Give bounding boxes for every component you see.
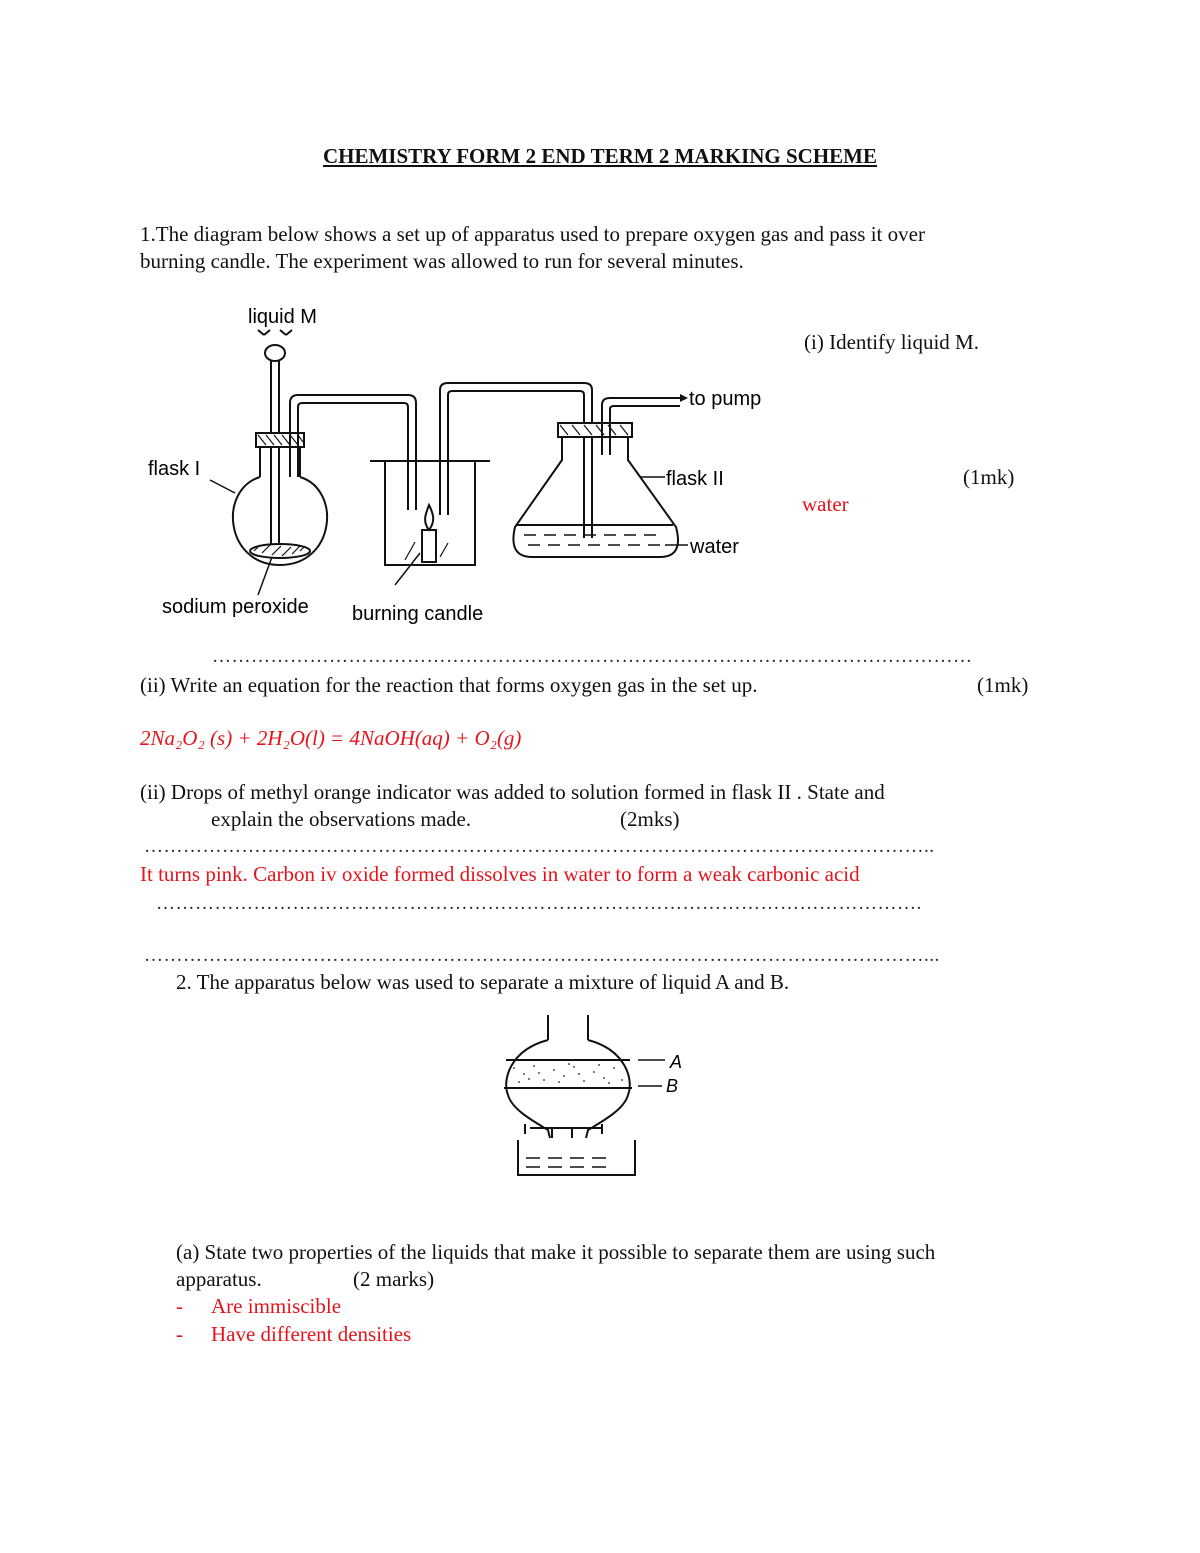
q1-part-i-marks: (1mk) [963,465,1015,489]
answer-line: ………………………………………………………………………………………………………….. [144,836,935,857]
answer-bullet: - [176,1294,183,1318]
page-title: CHEMISTRY FORM 2 END TERM 2 MARKING SCHEME [322,144,878,168]
oxygen-apparatus-diagram [140,295,800,640]
q1-part-iii-answer: It turns pink. Carbon iv oxide formed dissolves in water to form a weak carbonic acid [140,862,860,886]
label-b: B [666,1076,679,1096]
q2-part-a-question-line1: (a) State two properties of the liquids that make it possible to separate them are using such [176,1240,936,1264]
q1-part-i-question: (i) Identify liquid M. [804,330,979,354]
q1-part-ii-answer: 2Na₂O₂ (s) + 2H₂O(l) = 4NaOH(aq) + O₂(g) [140,726,522,750]
q2-intro: 2. The apparatus below was used to separate a mixture of liquid A and B. [176,970,790,994]
answer-line: ………………………………………………………………………………………………………. [156,893,922,914]
q1-part-i-answer: water [802,492,849,516]
q1-part-iii-question-line2: explain the observations made. [211,807,472,831]
label-liquid-m: liquid M [248,306,317,328]
q2-answer-2: Have different densities [211,1322,412,1346]
answer-bullet: - [176,1322,183,1346]
q2-answer-1: Are immiscible [211,1294,342,1318]
label-to-pump: to pump [689,388,762,410]
label-water: water [690,536,739,558]
q2-part-a-marks: (2 marks) [353,1267,435,1291]
label-sodium-peroxide: sodium peroxide [162,596,309,618]
q1-part-ii-question: (ii) Write an equation for the reaction that forms oxygen gas in the set up. [140,673,758,697]
q1-intro-line1: 1.The diagram below shows a set up of apparatus used to prepare oxygen gas and pass it over [140,222,925,246]
answer-line: ……………………………………………………………………………………………………… [212,646,973,667]
q2-part-a-question-line2: apparatus. [176,1267,262,1291]
label-flask-ii: flask II [666,468,724,490]
q1-part-iii-question-line1: (ii) Drops of methyl orange indicator was added to solution formed in flask II . State and [140,780,885,804]
separation-apparatus-diagram [490,1010,700,1190]
answer-line: …………………………………………………………………………………………………………... [144,945,940,966]
q1-intro-line2: burning candle. The experiment was allowed to run for several minutes. [140,249,744,273]
label-burning-candle: burning candle [352,603,484,625]
label-flask-i: flask I [148,458,201,480]
label-a: A [670,1052,683,1072]
q1-part-ii-marks: (1mk) [977,673,1029,697]
q1-part-iii-marks: (2mks) [620,807,680,831]
